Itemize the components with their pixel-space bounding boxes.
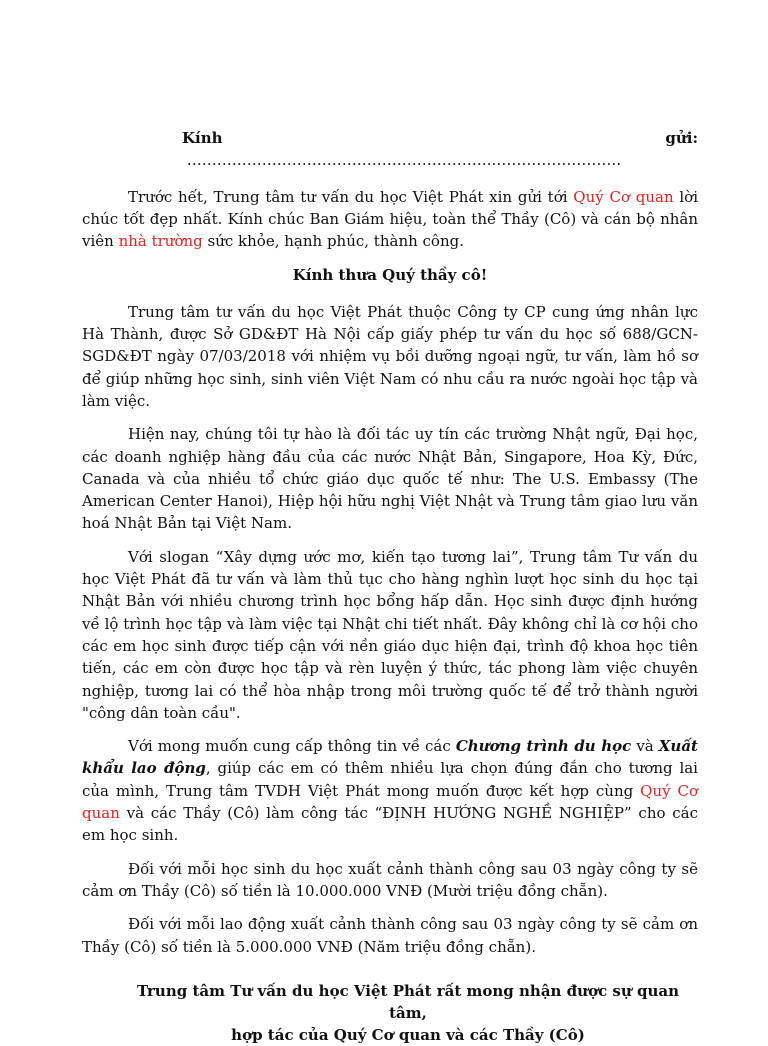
slogan-paragraph: Với slogan “Xây dựng ước mơ, kiến tạo tương lai”, Trung tâm Tư vấn du học Việt Phát đã tư vấn và làm thủ tục cho hàng nghìn lượt học sinh du học tại Nhật Bản với nhiều chương trình học bổng hấp dẫn. Học sinh được định hướng về lộ trình học tập và làm việc tại Nhật chi tiết nhất. Đây không chỉ là cơ hội cho các em học sinh được tiếp cận với nền giáo dục hiện đại, trình độ khoa học tiên tiến, các em còn được học tập và rèn luyện ý thức, tác phong làm việc chuyên nghiệp, tương lai có thể hòa nhập trong môi trường quốc tế để trở thành người "công dân toàn cầu". — [82, 547, 698, 722]
wish-emphasis-labor: Xuất khẩu lao động — [82, 737, 698, 778]
wish-emphasis-study: Chương trình du học — [455, 737, 632, 756]
intro-paragraph — [82, 186, 698, 253]
highlight-nha-truong: nhà trường — [118, 232, 203, 251]
closing-line-1: Trung tâm Tư vấn du học Việt Phát rất mong nhận được sự quan tâm, — [136, 981, 680, 1022]
letter-body — [82, 127, 698, 1046]
wish-text-2: và — [631, 737, 659, 756]
closing-statement — [82, 980, 698, 1046]
intro-text-2: lời chúc tốt đẹp nhất. Kính chúc Ban Giám hiệu, toàn thể Thầy (Cô) và cán bộ nhân viên — [82, 187, 698, 251]
wish-highlight-quy-co-quan: Quý Cơ quan — [82, 781, 698, 823]
intro-text-3: sức khỏe, hạnh phúc, thành công. — [202, 232, 464, 251]
student-reward-paragraph: Đối với mỗi học sinh du học xuất cảnh thành công sau 03 ngày công ty sẽ cảm ơn Thầy (Cô) số tiền là 10.000.000 VNĐ (Mười triệu đồng chẵn). — [82, 859, 698, 900]
wish-text-4: và các Thầy (Cô) làm công tác “ĐỊNH HƯỚNG NGHỀ NGHIỆP” cho các em học sinh. — [82, 804, 698, 845]
addressee-line — [82, 127, 698, 172]
wish-paragraph — [82, 735, 698, 846]
salutation: Kính thưa Quý thầy cô! — [292, 266, 488, 285]
about-paragraph: Trung tâm tư vấn du học Việt Phát thuộc Công ty CP cung ứng nhân lực Hà Thành, được Sở GD&ĐT Hà Nội cấp giấy phép tư vấn du học số 688/GCN-SGD&ĐT ngày 07/03/2018 với nhiệm vụ bồi dưỡng ngoại ngữ, tư vấn, làm hồ sơ để giúp những học sinh, sinh viên Việt Nam có nhu cầu ra nước ngoài học tập và làm việc. — [82, 302, 698, 410]
addressee-dots: ……………………………………………………..……………………. — [186, 151, 622, 170]
wish-text-1: Với mong muốn cung cấp thông tin về các — [128, 737, 456, 756]
addressee-label: Kính gửi: — [182, 129, 698, 147]
partners-paragraph: Hiện nay, chúng tôi tự hào là đối tác uy tín các trường Nhật ngữ, Đại học, các doanh nghiệp hàng đầu của các nước Nhật Bản, Singapore, Hoa Kỳ, Đức, Canada và của nhiều tổ chức giáo dục quốc tế như: The U.S. Embassy (The American Center Hanoi), Hiệp hội hữu nghị Việt Nhật và Trung tâm giao lưu văn hoá Nhật Bản tại Việt Nam. — [82, 425, 698, 533]
wish-text-3: , giúp các em có thêm nhiều lựa chọn đúng đắn cho tương lai của mình, Trung tâm TVDH Việt Phát mong muốn được kết hợp cùng — [82, 759, 698, 800]
closing-line-2: hợp tác của Quý Cơ quan và các Thầy (Cô) — [231, 1025, 585, 1044]
highlight-quy-co-quan: Quý Cơ quan — [573, 187, 674, 206]
worker-reward-paragraph: Đối với mỗi lao động xuất cảnh thành công sau 03 ngày công ty sẽ cảm ơn Thầy (Cô) số tiền là 5.000.000 VNĐ (Năm triệu đồng chẵn). — [82, 915, 698, 956]
intro-text-1: Trước hết, Trung tâm tư vấn du học Việt Phát xin gửi tới — [128, 187, 574, 206]
